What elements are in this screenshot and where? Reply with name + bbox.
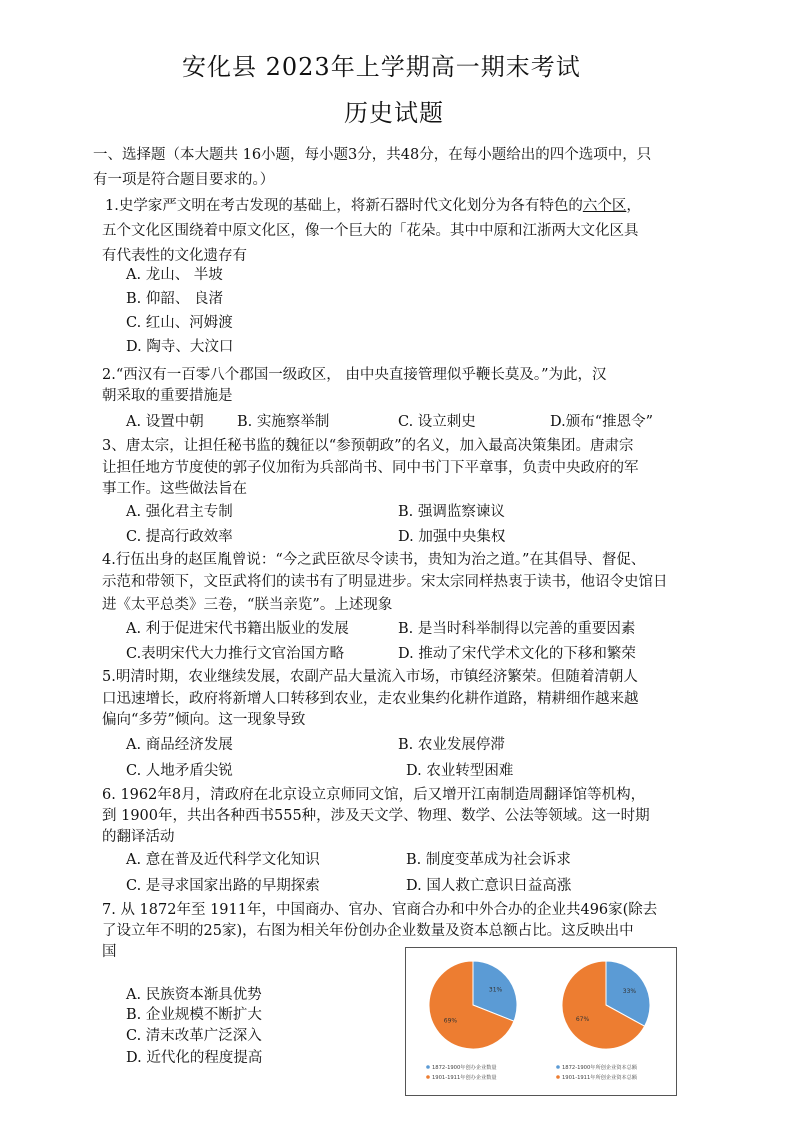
q2-stem-line2: 朝采取的重要措施是: [102, 388, 233, 404]
q7-option-d: D. 近代化的程度提高: [126, 1050, 263, 1066]
q1-stem-line3: 有代表性的文化遗存有: [102, 248, 247, 264]
pie2-slice-1-label: 33%: [622, 988, 637, 996]
q1-underlined-text: 六个区: [582, 198, 627, 214]
exam-title: 安化县 2023年上学期高一期末考试: [182, 53, 581, 81]
q3-option-d: D. 加强中央集权: [398, 529, 506, 545]
q3-option-b: B. 强调监察谏议: [398, 504, 505, 520]
section-header-line1: 一、选择题（本大题共 16小题，每小题3分，共48分，在每小题给出的四个选项中，只: [93, 147, 652, 163]
q6-option-b: B. 制度变革成为社会诉求: [406, 852, 571, 868]
pie-charts-figure: [405, 947, 677, 1096]
q2-option-d: D.颁布“推恩令”: [550, 414, 654, 430]
q6-option-d: D. 国人救亡意识日益高涨: [406, 878, 572, 894]
q6-option-a: A. 意在普及近代科学文化知识: [126, 852, 320, 868]
pie2-legend-label-2: 1901-1911年所创企业资本总额: [562, 1075, 637, 1081]
pie2-legend-label-1: 1872-1900年所创企业资本总额: [562, 1065, 637, 1071]
q7-option-a: A. 民族资本渐具优势: [126, 987, 262, 1003]
pie1-legend-marker-2: [426, 1075, 430, 1079]
q3-stem-line2: 让担任地方节度使的郭子仪加衔为兵部尚书、同中书门下平章事，负责中央政府的军: [102, 460, 639, 476]
q6-stem-line3: 的翻译活动: [102, 829, 175, 845]
q6-stem-line2: 到 1900年，共出各种西书555种，涉及天文学、物理、数学、公法等领域。这一时期: [102, 808, 650, 824]
q3-stem-line3: 事工作。这些做法旨在: [102, 481, 247, 497]
q4-stem-line3: 进《太平总类》三卷，“朕当亲览”。上述现象: [102, 597, 393, 613]
q5-stem-line1: 5.明清时期，农业继续发展，农副产品大量流入市场，市镇经济繁荣。但随着清朝人: [102, 669, 638, 685]
q2-option-b: B. 实施察举制: [237, 414, 330, 430]
q5-stem-line3: 偏向“多劳”倾向。这一现象导致: [102, 712, 306, 728]
pie2-legend-marker-1: [556, 1065, 560, 1069]
q1-stem-line2: 五个文化区围绕着中原文化区，像一个巨大的「花朵。其中中原和江浙两大文化区具: [102, 223, 639, 239]
q4-option-a: A. 利于促进宋代书籍出版业的发展: [126, 621, 349, 637]
q7-stem-line2: 了设立年不明的25家)，右图为相关年份创办企业数量及资本总额占比。这反映出中: [102, 923, 634, 939]
pie1-slice-1-label: 31%: [488, 986, 503, 994]
q5-option-c: C. 人地矛盾尖锐: [126, 763, 233, 779]
q1-option-d: D. 陶寺、大汶口: [126, 339, 234, 355]
q3-option-c: C. 提高行政效率: [126, 529, 233, 545]
q7-option-c: C. 清末改革广泛深入: [126, 1028, 262, 1044]
q7-option-b: B. 企业规模不断扩大: [126, 1007, 262, 1023]
q3-option-a: A. 强化君主专制: [126, 504, 233, 520]
pie2-slice-2-label: 67%: [575, 1015, 590, 1023]
q2-stem-line1: 2.“西汉有一百零八个郡国一级政区， 由中央直接管理似乎鞭长莫及。”为此，汉: [102, 367, 607, 383]
q4-option-c: C.表明宋代大力推行文官治国方略: [126, 646, 345, 662]
q4-option-d: D. 推动了宋代学术文化的下移和繁荣: [398, 646, 636, 662]
q5-stem-line2: 口迅速增长，政府将新增人口转移到农业，走农业集约化耕作道路，精耕细作越来越: [102, 691, 639, 707]
pie1-legend-label-1: 1872-1900年创办企业数量: [432, 1065, 497, 1071]
q5-option-d: D. 农业转型困难: [406, 763, 514, 779]
q7-stem-line1: 7. 从 1872年至 1911年，中国商办、官办、官商合办和中外合办的企业共496家(除去: [102, 902, 658, 918]
q2-option-c: C. 设立刺史: [398, 414, 476, 430]
q1-option-b: B. 仰韶、 良渚: [126, 291, 223, 307]
q1-stem-text: 1.史学家严文明在考古发现的基础上，将新石器时代文化划分为各有特色的: [105, 198, 583, 214]
pie-charts-svg: [406, 948, 676, 1095]
q4-stem-line1: 4.行伍出身的赵匡胤曾说：“今之武臣欲尽令读书，贵知为治之道。”在其倡导、督促、: [102, 552, 646, 568]
q5-option-b: B. 农业发展停滞: [398, 737, 505, 753]
q5-option-a: A. 商品经济发展: [126, 737, 233, 753]
q4-option-b: B. 是当时科举制得以完善的重要因素: [398, 621, 636, 637]
q2-option-a: A. 设置中朝: [126, 414, 204, 430]
exam-subtitle: 历史试题: [344, 99, 444, 127]
q1-option-a: A. 龙山、 半坡: [126, 267, 223, 283]
q1-comma: ，: [626, 198, 641, 214]
q3-stem-line1: 3、唐太宗，让担任秘书监的魏征以“参预朝政”的名义，加入最高决策集团。唐肃宗: [102, 438, 634, 454]
q6-stem-line1: 6. 1962年8月，清政府在北京设立京师同文馆，后又增开江南制造周翻译馆等机构，: [102, 787, 646, 803]
section-header-line2: 有一项是符合题目要求的。）: [93, 172, 275, 188]
pie1-slice-2-label: 69%: [443, 1017, 458, 1025]
q4-stem-line2: 示范和带领下，文臣武将们的读书有了明显进步。宋太宗同样热衷于读书，他诏令史馆日: [102, 574, 668, 590]
pie1-legend-label-2: 1901-1911年创办企业数量: [432, 1075, 497, 1081]
q1-stem-line1: [105, 197, 641, 215]
pie1-legend-marker-1: [426, 1065, 430, 1069]
pie2-legend-marker-2: [556, 1075, 560, 1079]
q6-option-c: C. 是寻求国家出路的早期探索: [126, 878, 320, 894]
q1-option-c: C. 红山、河姆渡: [126, 315, 233, 331]
q7-stem-line3: 国: [102, 944, 117, 960]
